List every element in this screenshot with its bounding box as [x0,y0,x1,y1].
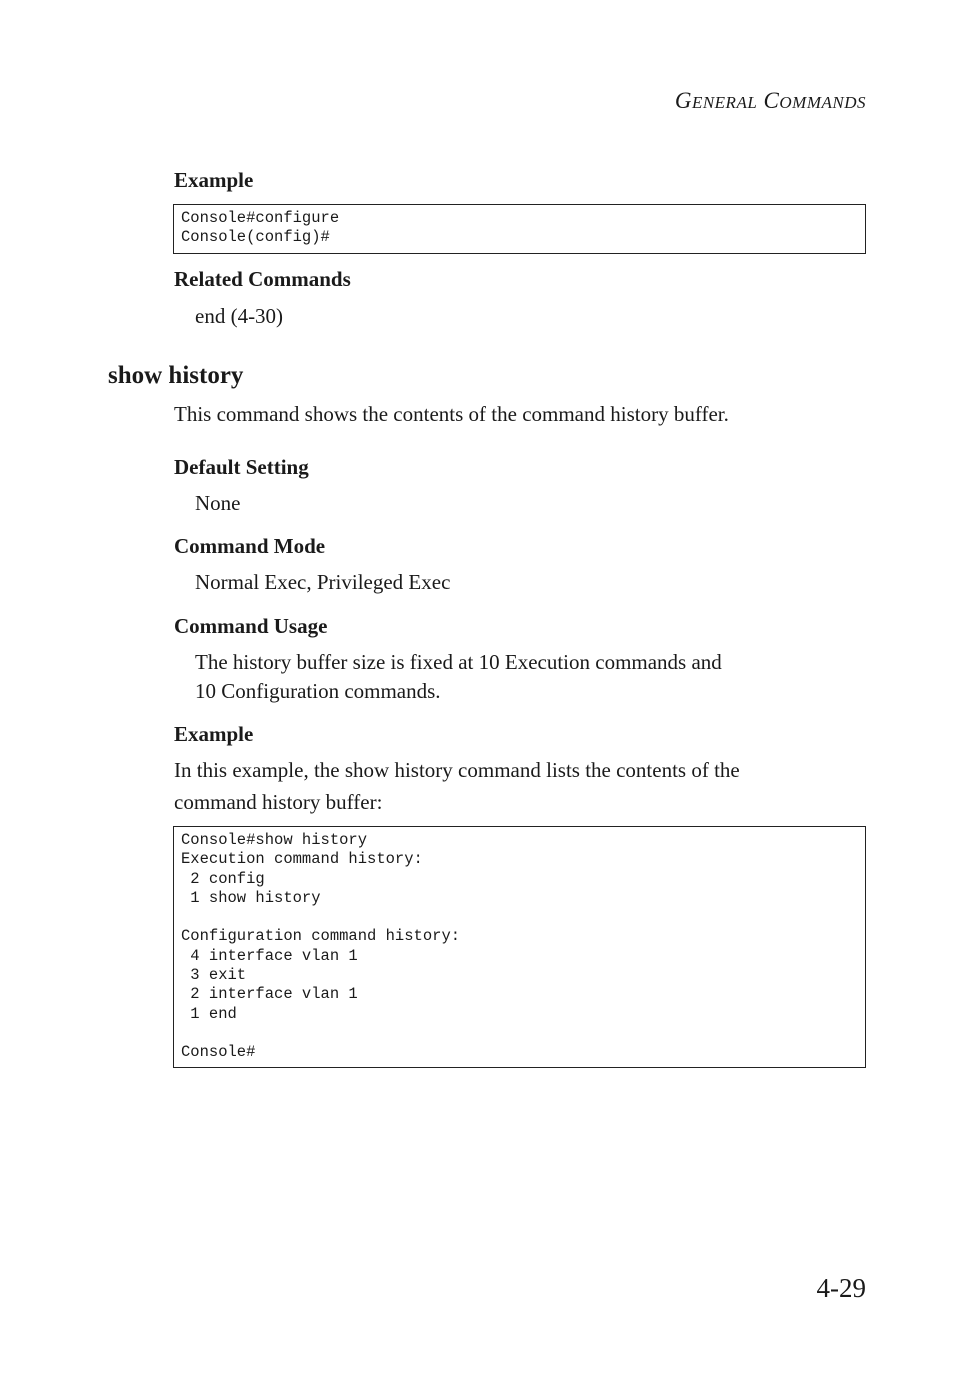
page-number: 4-29 [816,1273,866,1303]
command-usage-heading: Command Usage [174,614,328,638]
running-head-initial-g: G [674,88,692,113]
default-setting-text: None [195,491,241,515]
example-text-line-2: command history buffer: [174,790,383,814]
running-head-small-caps-1: ENERAL [691,93,758,112]
command-usage-line-1: The history buffer size is fixed at 10 Execution commands and [195,650,722,674]
code-block-show-history: Console#show history Execution command history: 2 config 1 show history Configuration command history: 4 interface vlan 1 3 exit 2 interface vlan 1 1 end Console# [173,826,866,1068]
running-head-initial-c: C [763,88,780,113]
command-mode-text: Normal Exec, Privileged Exec [195,570,451,594]
example-text-line-1: In this example, the show history command lists the contents of the [174,758,740,782]
running-head-small-caps-2: OMMANDS [779,93,866,112]
section-description: This command shows the contents of the command history buffer. [174,402,729,426]
default-setting-heading: Default Setting [174,455,309,479]
command-usage-line-2: 10 Configuration commands. [195,679,441,703]
example-heading-prev: Example [174,168,254,192]
command-mode-heading: Command Mode [174,534,326,558]
related-commands-text: end (4-30) [195,304,284,328]
section-title: show history [108,362,244,389]
example-heading: Example [174,722,254,746]
running-head [675,88,866,114]
related-commands-heading: Related Commands [174,267,351,291]
code-block-configure: Console#configure Console(config)# [173,204,866,254]
